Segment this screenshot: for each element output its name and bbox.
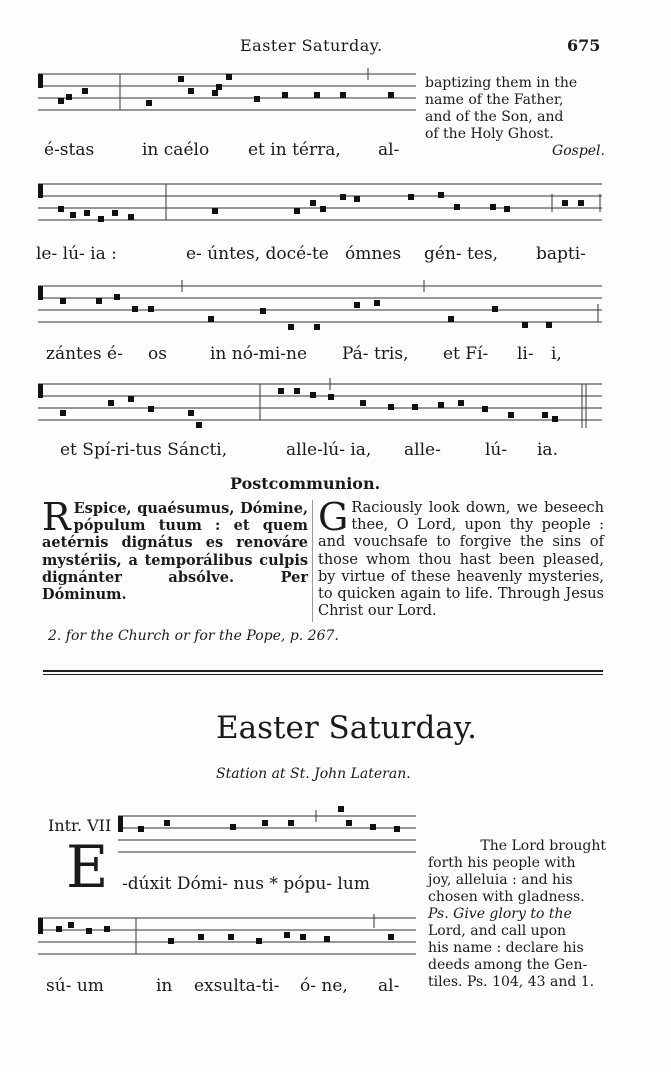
chant-staff-4: [38, 376, 604, 418]
section-title: Easter Saturday.: [216, 710, 478, 746]
introit-staff-1: [118, 806, 418, 848]
section-divider: [43, 670, 603, 672]
lyric-segment: i,: [551, 344, 562, 364]
cross-reference-note: 2. for the Church or for the Pope, p. 267.: [48, 628, 339, 644]
chant-staff-1: [38, 64, 418, 106]
lyric-segment: os: [148, 344, 167, 364]
lyric-segment: -dúxit Dómi- nus * pópu- lum: [122, 874, 370, 894]
lyric-segment: exsulta-ti-: [194, 976, 280, 996]
lyric-segment: ia.: [537, 440, 558, 460]
lyric-segment: gén- tes,: [424, 244, 499, 264]
english-translation: [425, 75, 605, 160]
lyric-segment: sú- um: [46, 976, 104, 996]
lyric-segment: ó- ne,: [300, 976, 348, 996]
chant-staff-2: [38, 176, 604, 218]
translation-line: tiles. Ps. 104, 43 and 1.: [428, 974, 595, 990]
lyric-segment: alle-lú- ia,: [286, 440, 372, 460]
lyric-segment: zántes é-: [46, 344, 123, 364]
translation-line: Ps. Give glory to the: [428, 906, 572, 922]
section-divider-thin: [43, 674, 603, 675]
translation-line: of the Holy Ghost.: [425, 126, 554, 142]
translation-line: joy, alleluia : and his: [428, 872, 573, 888]
latin-column: [42, 495, 308, 604]
translation-line: deeds among the Gen-: [428, 957, 588, 973]
english-text: Raciously look down, we beseech thee, O Lord, upon thy people : and vouchsafe to forgive the sins of those whom thou hast been pleased, by virtue of these heavenly mysteries, to quicken again to life. Through Jesus Christ our Lord.: [318, 500, 604, 620]
lyric-segment: al-: [378, 140, 400, 160]
translation-line: his name : declare his: [428, 940, 584, 956]
latin-text: Espice, quaésumus, Dómine, pópulum tuum : et quem aetérnis dignátus es renováre mystériis, a temporálibus culpis dignánter absólve. Per Dóminum.: [42, 500, 308, 604]
lyric-segment: in: [156, 976, 173, 996]
postcommunion-heading: Postcommunion.: [230, 474, 381, 493]
lyric-segment: et Spí-ri-tus Sáncti,: [60, 440, 228, 460]
translation-line: The Lord brought: [480, 838, 606, 854]
latin-dropcap: R: [42, 495, 71, 539]
translation-line: chosen with gladness.: [428, 889, 585, 905]
lyric-segment: e- úntes, docé-te: [186, 244, 329, 264]
introit-translation: [428, 838, 606, 991]
running-header-title: Easter Saturday.: [240, 36, 383, 55]
column-divider: [312, 500, 313, 622]
lyric-segment: bapti-: [536, 244, 586, 264]
page-number: 675: [567, 36, 601, 55]
chant-staff-3: [38, 278, 604, 320]
lyric-segment: in caélo: [142, 140, 210, 160]
lyric-segment: alle-: [404, 440, 441, 460]
lyric-segment: le- lú- ia :: [36, 244, 117, 264]
lyric-segment: é-stas: [44, 140, 95, 160]
translation-line: name of the Father,: [425, 92, 564, 108]
translation-line: and of the Son, and: [425, 109, 564, 125]
introit-dropcap: E: [66, 833, 109, 901]
lyric-segment: ómnes: [345, 244, 402, 264]
lyric-segment: li-: [517, 344, 534, 364]
translation-line: forth his people with: [428, 855, 576, 871]
lyric-segment: et Fí-: [443, 344, 489, 364]
translation-line: baptizing them in the: [425, 75, 578, 91]
lyric-segment: Pá- tris,: [342, 344, 409, 364]
english-dropcap: G: [318, 495, 349, 539]
introit-staff-2: [38, 910, 418, 952]
lyric-segment: lú-: [485, 440, 508, 460]
lyric-segment: et in térra,: [248, 140, 341, 160]
translation-line: Lord, and call upon: [428, 923, 567, 939]
introit-label: Intr. VII: [48, 816, 112, 835]
gospel-label: Gospel.: [552, 143, 605, 159]
lyric-segment: in nó-mi-ne: [210, 344, 308, 364]
english-column: [318, 495, 604, 620]
station-label: Station at St. John Lateran.: [216, 766, 411, 782]
lyric-segment: al-: [378, 976, 400, 996]
